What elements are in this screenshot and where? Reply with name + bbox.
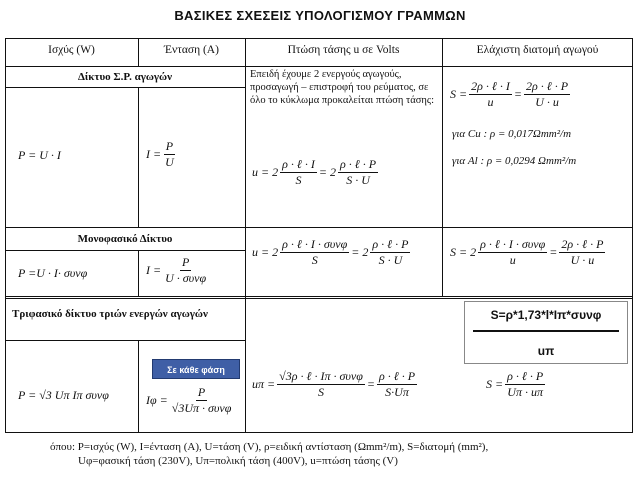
tp-power-formula: P = √3 Uπ Iπ συνφ (18, 388, 109, 402)
col-divider-3 (442, 38, 443, 296)
dc-section-divider (5, 87, 245, 88)
single-row-divider (5, 296, 633, 299)
header-min-section: Ελάχιστη διατομή αγωγού (476, 44, 599, 56)
dc-row-divider (5, 227, 633, 228)
col-divider-1c (138, 250, 139, 296)
sp-drop-formula: u = 2 $\frac{\text{ρ · ℓ · I · συνφ}}{S}$ = 2 $\frac{\text{ρ · ℓ · P}}{S \cdot U}$ (252, 237, 409, 267)
aluminium-resistivity: για Al : ρ = 0,0294 Ωmm²/m (452, 155, 577, 167)
section-single-phase: Μονοφασικό Δίκτυο (77, 233, 173, 245)
dc-section-formula: S = $\frac{\text{2ρ · ℓ · I}}{u}$ = $\frac{\text{2ρ · ℓ · P}}{U \cdot u}$ (450, 79, 569, 109)
box-line-2: uπ (537, 344, 555, 358)
dc-power-formula: P = U · I (18, 148, 61, 162)
footnote-line-1: όπου: P=ισχύς (W), I=ένταση (A), U=τάση (V), ρ=ειδική αντίσταση (Ωmm²/m), S=διατομή (mm²), (50, 441, 489, 453)
dc-drop-formula: u = 2 $\frac{\text{ρ · ℓ · I}}{S}$ = 2 $\frac{\text{ρ · ℓ · P}}{S \cdot U}$ (252, 157, 377, 187)
sp-power-formula: P =U · I· συνφ (18, 266, 88, 280)
footnote (50, 440, 488, 468)
box-line-1: S=ρ*1,73*l*Iπ*συνφ (490, 308, 602, 322)
three-phase-section-box (464, 301, 628, 364)
section-three-phase: Τριφασικό δίκτυο τριών ενεργών αγωγών (12, 308, 208, 320)
sp-current-formula: I = $\frac{P}{\text{U · συνφ}}$ (146, 255, 207, 285)
single-section-divider (5, 250, 245, 251)
footnote-line-2: Uφ=φασική τάση (230V), Uπ=πολική τάση (400V), u=πτώση τάσης (V) (78, 455, 398, 467)
col-divider-1b (138, 87, 139, 227)
sp-section-formula: S = 2 $\frac{\text{ρ · ℓ · I · συνφ}}{u}$ = $\frac{\text{2ρ · ℓ · P}}{U \cdot u}$ (450, 237, 604, 267)
header-divider (5, 66, 633, 67)
header-power: Ισχύς (W) (48, 44, 95, 56)
dc-note: Επειδή έχουμε 2 ενεργούς αγωγούς, προσαγωγή – επιστροφή του ρεύματος, σε όλο το κύκλωμα προκαλείται πτώση τάσης: (250, 69, 434, 106)
col-divider-2 (245, 38, 246, 433)
tp-current-formula: Iφ = $\frac{P}{\text{√3Uπ · συνφ}}$ (146, 385, 232, 415)
header-voltage-drop: Πτώση τάσης u σε Volts (287, 44, 400, 56)
tp-drop-formula: uπ = $\frac{\text{√3ρ · ℓ · Iπ · συνφ}}{S}$ = $\frac{\text{ρ · ℓ · P}}{S\cdot U\pi}$ (252, 369, 416, 399)
three-section-divider (5, 340, 245, 341)
tp-section-formula: S = $\frac{\text{ρ · ℓ · P}}{U\pi \cdot u\pi}$ (486, 369, 544, 399)
col-divider-1d (138, 340, 139, 433)
copper-resistivity: για Cu : ρ = 0,017Ωmm²/m (452, 128, 572, 140)
per-phase-badge: Σε κάθε φάση (152, 359, 240, 379)
section-dc: Δίκτυο Σ.Ρ. αγωγών (77, 71, 173, 83)
page-title: ΒΑΣΙΚΕΣ ΣΧΕΣΕΙΣ ΥΠΟΛΟΓΙΣΜΟΥ ΓΡΑΜΜΩΝ (174, 8, 466, 23)
box-fraction-bar (473, 330, 619, 332)
header-current: Ένταση (A) (164, 44, 219, 56)
dc-current-formula: I = $\frac{P}{U}$ (146, 139, 174, 169)
